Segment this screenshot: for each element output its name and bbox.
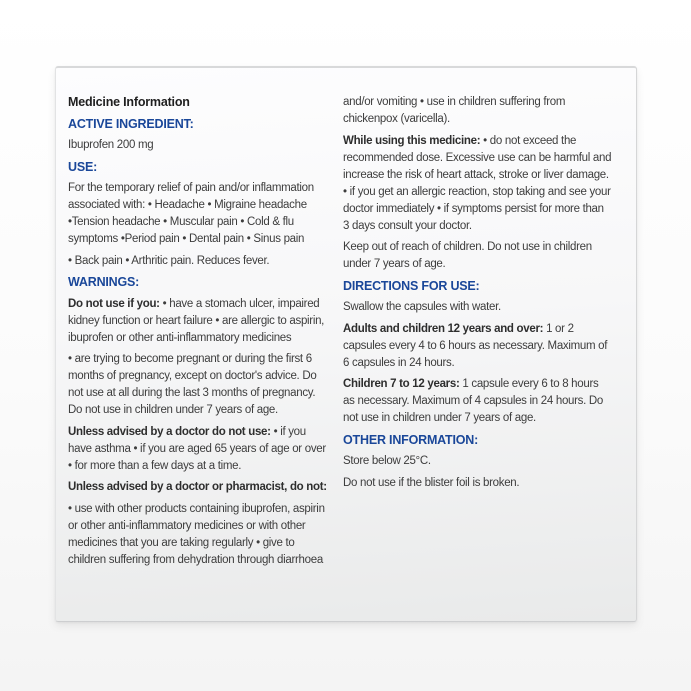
paragraph-text: 1 capsule every 6 to 8 hours as necessary. Maximum of 4 capsules in 24 hours. Do not use in children under 7 years of age. (343, 378, 604, 424)
paragraph-text: • Back pain • Arthritic pain. Reduces fever. (68, 254, 270, 267)
paragraph-lead: Unless advised by a doctor do not use: (68, 425, 271, 438)
section-heading: USE: (68, 159, 98, 174)
paragraph-text: Ibuprofen 200 mg (68, 139, 154, 151)
paragraph-text: • use with other products containing ibuprofen, aspirin or other anti-inflammatory medicines or with other medicines that you are taking regularly • give to children suffering from dehydration through diarrhoea (68, 502, 325, 566)
paragraph (343, 94, 612, 128)
paragraph-text: • do not exceed the recommended dose. Excessive use can be harmful and increase the risk of heart attack, stroke or liver damage. • if you get an allergic reaction, stop taking and see your doctor immediately • if symptoms persist for more than 3 days consult your doctor. (343, 134, 612, 232)
paragraph (343, 321, 612, 372)
section-heading: WARNINGS: (68, 275, 140, 289)
paragraph (68, 479, 331, 496)
right-column (343, 94, 612, 621)
paragraph (343, 299, 612, 316)
paragraph (68, 351, 331, 419)
paragraph (68, 137, 331, 154)
paragraph (68, 180, 331, 248)
paragraph-text: and/or vomiting • use in children suffering from chickenpox (varicella). (343, 96, 566, 125)
left-column (68, 94, 331, 621)
section-heading: OTHER INFORMATION: (343, 432, 479, 447)
paragraph-text: 1 or 2 capsules every 4 to 6 hours as necessary. Maximum of 6 capsules in 24 hours. (343, 322, 608, 369)
paragraph (68, 424, 331, 475)
paragraph (68, 296, 331, 347)
paragraph (343, 453, 612, 470)
paragraph-text: • are trying to become pregnant or during the first 6 months of pregnancy, except on doctor's advice. Do not use at all during the last 3 months of pregnancy. Do not use in children under 7 years of age. (68, 353, 317, 416)
paragraph-text: Swallow the capsules with water. (343, 301, 501, 313)
paragraph-lead: Children 7 to 12 years: (343, 378, 460, 390)
paragraph-text: Keep out of reach of children. Do not use in children under 7 years of age. (343, 241, 592, 270)
paragraph-lead: While using this medicine: (343, 134, 481, 147)
paragraph (343, 239, 612, 273)
paragraph-text: Do not use if the blister foil is broken. (343, 476, 520, 489)
paragraph-text: • have a stomach ulcer, impaired kidney function or heart failure • are allergic to aspirin, ibuprofen or other anti-inflammatory medicines (68, 297, 325, 344)
paragraph (68, 501, 331, 569)
panel-title: Medicine Information (68, 95, 190, 109)
paragraph-lead: Unless advised by a doctor or pharmacist, do not: (68, 481, 327, 493)
medicine-info-panel (55, 66, 637, 622)
paragraph-lead: Adults and children 12 years and over: (343, 322, 544, 335)
paragraph (68, 253, 331, 270)
paragraph (343, 133, 612, 235)
paragraph (343, 376, 612, 427)
paragraph-text: Store below 25°C. (343, 455, 431, 467)
section-heading: DIRECTIONS FOR USE: (343, 278, 480, 293)
section-heading: ACTIVE INGREDIENT: (68, 116, 194, 131)
paragraph-text: For the temporary relief of pain and/or inflammation associated with: • Headache • Migraine headache •Tension headache • Muscular pain • Cold & flu symptoms •Period pain • Dental pain • Sinus pain (68, 182, 314, 245)
paragraph-lead: Do not use if you: (68, 297, 160, 310)
paragraph (343, 475, 612, 492)
paragraph-text: • if you have asthma • if you are aged 65 years of age or over • for more than a few days at a time. (68, 425, 326, 472)
